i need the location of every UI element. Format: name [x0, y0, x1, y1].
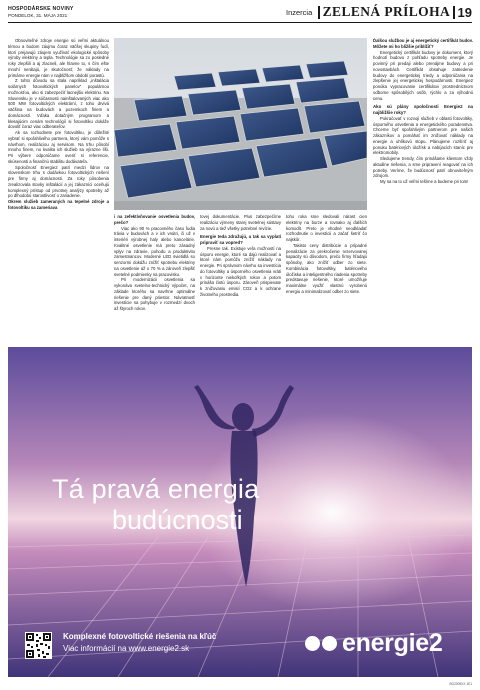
- inzercia-label: Inzercia: [285, 7, 313, 17]
- qr-code[interactable]: [25, 632, 52, 659]
- article-column-4: [286, 214, 367, 340]
- logo-dot-icon: [322, 636, 337, 651]
- header-divider: [453, 6, 454, 19]
- paragraph: Takisto ceny distribúcie a prípadné penalizácie za prekročenie rezervovanej kapacity sú dôvodom, prečo firmy hľadajú spôsoby, ako znížiť odber zo siete. Kombinácia fotovoltiky, batériového úložiska a inteligentného riadenia spotreby predstavuje riešenie, ktoré umožňuje maximálne využiť vlastnú vyrobenú energiu a minimalizovať odber zo siete.: [286, 242, 367, 294]
- paragraph: Pri modernizácii osvetlenia sa vykonáva svetelno-technický výpočet, na základe ktorého sa navrhne optimálne riešenie pre daný priestor. Návratnosť investície sa pohybuje v rozmedzí dvoch až štyroch rokov.: [114, 277, 195, 311]
- paragraph: Viac ako 90 % pracovného času ľudia trávia v budovách a v ich vnútri, či už v interiéri výrobnej haly alebo kancelárie. Kvalitné osvetlenie má preto zásadný vplyv na zdravie, pohodu a produktivitu zamestnancov. Moderné LED svietidlá so senzormi dokážu znížiť spotrebu elektriny na osvetlenie až o 70 % a zároveň zlepšiť svetelné podmienky na pracovisku.: [114, 225, 195, 277]
- paragraph: Ak sa rozhodnete pre fotovoltiku, je dôležité vybrať si spoľahlivého partnera, ktorý vám pomôže s návrhom, realizáciou aj servisom. Na trhu pôsobí mnoho firiem, no kvalita ich služieb sa výrazne líši. Pri výbere odporúčame overiť si referencie, skúsenosti a finančnú stabilitu dodávateľa.: [8, 130, 109, 164]
- page-number: 19: [457, 4, 472, 20]
- paragraph: Obnoviteľné zdroje energie sú veľmi aktuálnou témou a bodom záujmu čoraz väčšej skupiny ľudí, ktorí prejavujú záujem využívať ekologické spôsoby výroby elektriny a tepla. Technológie sa zo posledné roky zlepšili a aj zlacneli, ale hlavne to, s čím ešte mnohí nerátajú, je skutočnosť, že náklady na primárne energie nám v najbližšom období porastú.: [8, 38, 109, 78]
- header-rule: [8, 22, 472, 23]
- paragraph: toho roka sme sledovali nárast cien elektriny na burze a rovnako aj ďalších komodít. Preto je vhodné neodkladať rozhodnutie o investícii a začať šetriť čo najskôr.: [286, 214, 367, 242]
- article-column-3: [200, 214, 281, 340]
- logo-text: energie2: [342, 629, 443, 657]
- article-column-5: [373, 38, 473, 340]
- section-header: [286, 4, 472, 20]
- paragraph: My sa na to už veľmi tešíme a budeme pri tom!: [380, 179, 469, 184]
- question: Okrem služieb zameraných na tepelné zdroje a fotovoltiku sa zameriava: [8, 199, 109, 210]
- energie2-advertisement: [8, 347, 472, 677]
- question: Ako sú plány spoločnosti Energie2 na najbližšie roky?: [373, 104, 473, 115]
- article-column-2: [114, 214, 195, 340]
- paragraph: Spoločnosť Energie2 patrí medzi lídrov na slovenskom trhu s dodávkou fotovoltických riešení pre firmy aj domácnosti. Za roky pôsobenia zrealizovala stovky inštalácií a jej zákazníci oceňujú komplexný prístup od prvotnej analýzy spotreby až po dlhodobú starostlivosť o zariadenie.: [8, 164, 109, 199]
- paragraph: tovej dokumentácie. Plus zabezpečíme realizáciu výmeny starej svetelnej sústavy za novú a tiež všetky potrebné revízie.: [200, 214, 281, 231]
- paragraph: Energetický certifikát budovy je dokument, ktorý hodnotí budovu z pohľadu spotreby energie. Je povinný pri predaji alebo prenájme budovy a pri novostavbách. Certifikát obsahuje zatriedenie budovy do energetickej triedy a odporúčania na zlepšenie jej energetickej hospodárnosti. Energie2 ponúka vypracovanie certifikátov prostredníctvom odborne spôsobilých osôb, rýchlo a za výhodnú cenu.: [373, 49, 473, 101]
- ad-tagline: Komplexné fotovoltické riešenia na kľúč: [63, 632, 217, 641]
- paragraph: Z tohto dôvodu sa stala napríklad „inštalácia solárnych fotovoltických panelov“ populárnou možnosťou, ako si zabezpečiť lacnejšiu elektrinu. Na Slovensku je v súčasnosti nainštalovaných viac ako 500 MW fotovoltických elektrární, z toho drvivá väčšina na budovách a pozemkoch firiem a domácností. Vďaka dotačným programom a klesajúcim cenám technológií si fotovoltiku dokáže dovoliť čoraz viac odberateľov.: [8, 78, 109, 130]
- question: Energie teda zdražujú, a tak sa vyplatí pripraviť sa vopred?: [200, 234, 281, 245]
- paragraph: Pokračovať v rozvoji služieb v oblasti fotovoltiky, úsporného osvetlenia a energetického poradenstva. Chceme byť spoľahlivým partnerom pre našich zákazníkov a pomáhať im znižovať náklady na energie a uhlíkovú stopu. Plánujeme rozšíriť aj ponuku batériových úložísk a nabíjacích staníc pre elektromobily.: [373, 115, 473, 156]
- publication-name: HOSPODÁRSKE NOVINY: [8, 6, 74, 12]
- solar-panels-image: [114, 38, 367, 210]
- energie2-logo: [305, 629, 442, 658]
- paragraph: Sledujeme trendy, čím prinášame klientom vždy aktuálne riešenia, a sme pripravení reagovať na ich potreby. Veríme, že budúcnosť patrí obnoviteľným zdrojom.: [373, 156, 473, 179]
- article-column-1: [8, 38, 109, 306]
- question: Ďalšou službou je aj energetický certifikát budov. Môžete mi ho bližšie priblížiť?: [373, 38, 473, 49]
- ad-code: BG2009XX.1E1: [449, 682, 472, 686]
- paragraph: Presne tak. Existuje veľa možností na úsporu energie, ktoré sa dajú realizovať a ktoré nám pomôžu znížiť náklady na energie. Pri správnom návrhu sa investícia do fotovoltiky a úsporného osvetlenia vráti v horizonte niekoľkých rokov a potom prináša čistú úsporu. Zároveň prispievate k znižovaniu emisií CO2 a k ochrane životného prostredia.: [200, 245, 281, 297]
- section-title: ZELENÁ PRÍLOHA: [322, 4, 451, 19]
- issue-date: PONDELOK, 31. MÁJA 2021: [8, 13, 68, 18]
- qr-code-icon: [25, 632, 52, 659]
- solar-rooftop-photo: [114, 38, 367, 210]
- page-header: [8, 4, 472, 34]
- ad-slogan-line1: Tá pravá energia: [52, 474, 260, 504]
- question: i na zefektívňovanie osvetlenia budov, prečo?: [114, 214, 195, 225]
- logo-dot-icon: [305, 636, 320, 651]
- ad-website[interactable]: Viac informácií na www.energie2.sk: [63, 644, 190, 653]
- ad-slogan-line2: budúcnosti: [112, 505, 243, 535]
- header-divider: [318, 6, 319, 19]
